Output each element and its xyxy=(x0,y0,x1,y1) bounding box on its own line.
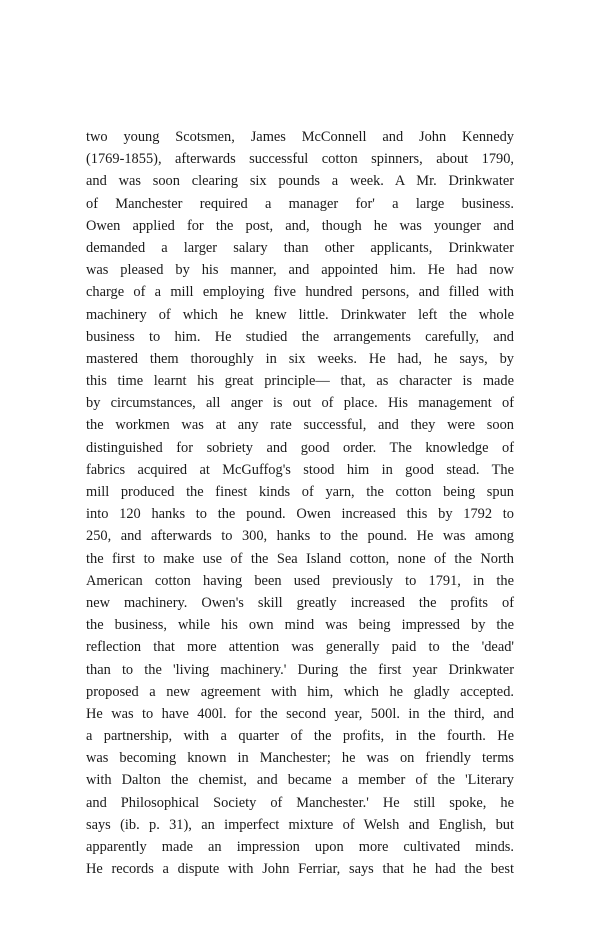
text-line: American cotton having been used previously to 1791, in the xyxy=(86,572,514,589)
body-text xyxy=(86,126,514,880)
text-line: and Philosophical Society of Manchester.' He still spoke, he xyxy=(86,794,514,811)
text-line: the first to make use of the Sea Island cotton, none of the North xyxy=(86,550,514,567)
text-line: Owen applied for the post, and, though he was younger and xyxy=(86,217,514,234)
text-line: into 120 hanks to the pound. Owen increased this by 1792 to xyxy=(86,506,514,523)
text-line: charge of a mill employing five hundred persons, and filled with xyxy=(86,284,514,301)
text-line: by circumstances, all anger is out of place. His management of xyxy=(86,395,514,412)
text-line: the workmen was at any rate successful, and they were soon xyxy=(86,417,514,434)
text-line: and was soon clearing six pounds a week. A Mr. Drinkwater xyxy=(86,173,514,190)
text-line: was pleased by his manner, and appointed him. He had now xyxy=(86,262,514,279)
text-line: mill produced the finest kinds of yarn, the cotton being spun xyxy=(86,484,514,500)
text-line: with Dalton the chemist, and became a member of the 'Literary xyxy=(86,772,514,789)
text-line: says (ib. p. 31), an imperfect mixture of Welsh and English, but xyxy=(86,816,514,833)
text-line: He records a dispute with John Ferriar, says that he had the best xyxy=(86,861,514,878)
text-line: new machinery. Owen's skill greatly increased the profits of xyxy=(86,594,514,611)
text-line: business to him. He studied the arrangements carefully, and xyxy=(86,328,514,345)
text-line: mastered them thoroughly in six weeks. He had, he says, by xyxy=(86,350,514,367)
text-line: distinguished for sobriety and good order. The knowledge of xyxy=(86,439,514,456)
text-line: the business, while his own mind was being impressed by the xyxy=(86,617,514,634)
text-line: fabrics acquired at McGuffog's stood him in good stead. The xyxy=(86,461,514,478)
text-line: proposed a new agreement with him, which he gladly accepted. xyxy=(86,683,514,700)
text-line: of Manchester required a manager for' a large business. xyxy=(86,195,514,212)
text-line: 250, and afterwards to 300, hanks to the pound. He was among xyxy=(86,528,514,545)
text-line: was becoming known in Manchester; he was on friendly terms xyxy=(86,750,514,767)
text-line: demanded a larger salary than other applicants, Drinkwater xyxy=(86,239,514,256)
text-line: apparently made an impression upon more cultivated minds. xyxy=(86,839,514,855)
text-line: reflection that more attention was generally paid to the 'dead' xyxy=(86,639,514,656)
text-line: (1769-1855), afterwards successful cotton spinners, about 1790, xyxy=(86,151,514,168)
text-line: a partnership, with a quarter of the profits, in the fourth. He xyxy=(86,728,514,745)
text-line: than to the 'living machinery.' During the first year Drinkwater xyxy=(86,661,514,678)
text-line: this time learnt his great principle— that, as character is made xyxy=(86,373,514,390)
text-line: machinery of which he knew little. Drinkwater left the whole xyxy=(86,306,514,323)
text-line: two young Scotsmen, James McConnell and John Kennedy xyxy=(86,129,514,145)
text-line: He was to have 400l. for the second year, 500l. in the third, and xyxy=(86,705,514,722)
